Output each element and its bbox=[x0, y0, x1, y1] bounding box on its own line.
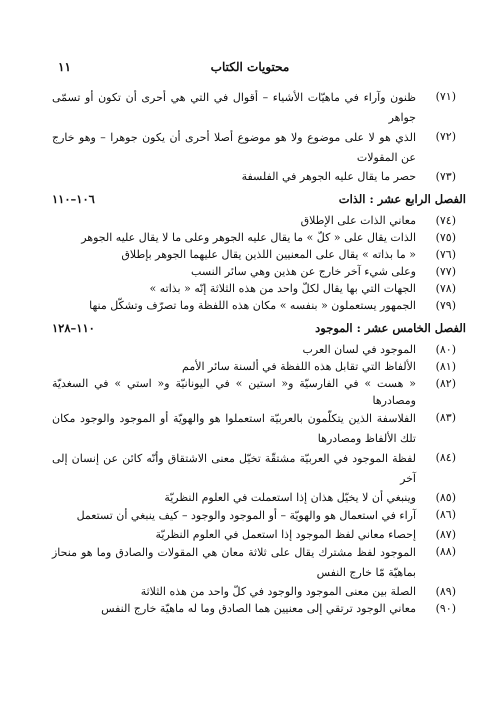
entry-number: (٨٣) bbox=[435, 411, 456, 424]
entry-number: (٨٠) bbox=[435, 343, 456, 356]
entry-number: (٧٥) bbox=[435, 231, 456, 244]
entry-text: آراء في استعمال هو والهويّة – أو الموجود والوجود – كيف ينبغي أن تستعمل bbox=[76, 509, 416, 522]
toc-entry bbox=[52, 409, 456, 449]
entry-number: (٨٨) bbox=[435, 545, 456, 558]
entry-text: ظنون وآراء في ماهيّات الأشياء – أقوال في التي هي أحرى أن تكون أو تسمّى جواهر bbox=[52, 91, 416, 124]
entry-number: (٧٩) bbox=[435, 299, 456, 312]
entry-text: معاني الوجود ترتقي إلى معنيين هما الصادق وما له ماهيّة خارج النفس bbox=[101, 602, 416, 615]
table-of-contents bbox=[52, 88, 466, 617]
toc-entry bbox=[52, 212, 456, 229]
entry-text: الجمهور يستعملون « بنفسه » مكان هذه اللفظة وما تصرّف وتشكّل منها bbox=[89, 299, 416, 312]
chapter-heading bbox=[52, 192, 466, 211]
entry-text: « ما بذاته » يقال على المعنيين اللذين يقال عليهما الجوهر بإطلاق bbox=[121, 248, 416, 261]
entry-number: (٨٩) bbox=[435, 585, 456, 598]
entry-number: (٧٢) bbox=[435, 130, 456, 143]
toc-entry bbox=[52, 246, 456, 263]
page-number: ١١ bbox=[58, 60, 71, 74]
toc-entry bbox=[52, 128, 456, 168]
page-header bbox=[52, 60, 448, 80]
entry-number: (٨٤) bbox=[435, 451, 456, 464]
toc-entry bbox=[52, 297, 456, 314]
toc-entry bbox=[52, 88, 456, 128]
entry-text: الذات يقال على « كلّ » ما يقال عليه الجوهر وعلى ما لا يقال عليه الجوهر bbox=[81, 231, 416, 244]
entry-number: (٧٣) bbox=[435, 170, 456, 183]
toc-entry bbox=[52, 489, 456, 506]
running-title: محتويات الكتاب bbox=[210, 60, 290, 74]
entry-text: لفظة الموجود في العربيّة مشتقّة تخيّل معنى الاشتقاق وأنّه كائن عن إنسان إلى آخر bbox=[52, 452, 416, 485]
entry-text: وينبغي أن لا يخيّل هذان إذا استعملت في العلوم النظريّة bbox=[164, 491, 416, 504]
entry-text: الموجود لفظ مشترك يقال على ثلاثة معان هي المقولات والصادق وما هو منحاز بماهيّة مّا خارج النفس bbox=[52, 546, 416, 579]
entry-number: (٧٦) bbox=[435, 248, 456, 261]
toc-entry bbox=[52, 506, 456, 526]
entry-number: (٨٧) bbox=[435, 528, 456, 541]
chapter-page-range: ١١٠–١٢٨ bbox=[52, 321, 95, 335]
entry-text: الفلاسفة الذين يتكلّمون بالعربيّة استعملوا هو والهويّة أو الموجود والوجود مكان تلك الألفاظ ومصادرها bbox=[52, 412, 416, 445]
entry-number: (٨٦) bbox=[435, 508, 456, 521]
toc-entry bbox=[52, 358, 456, 375]
toc-entry bbox=[52, 341, 456, 358]
chapter-title: الفصل الرابع عشر : الذات bbox=[338, 192, 466, 206]
chapter-page-range: ١٠٦–١١٠ bbox=[52, 192, 95, 206]
entry-number: (٧٤) bbox=[435, 214, 456, 227]
toc-entry bbox=[52, 375, 456, 409]
entry-number: (٩٠) bbox=[435, 602, 456, 615]
toc-entry bbox=[52, 526, 456, 543]
entry-text: الجهات التي بها يقال لكلّ واحد من هذه الثلاثة إنّه « بذاته » bbox=[149, 282, 416, 295]
entry-number: (٨٥) bbox=[435, 491, 456, 504]
entry-number: (٧١) bbox=[435, 90, 456, 103]
chapter-heading bbox=[52, 321, 466, 340]
entry-text: حصر ما يقال عليه الجوهر في الفلسفة bbox=[241, 170, 416, 183]
toc-entry bbox=[52, 263, 456, 280]
entry-text: الموجود في لسان العرب bbox=[302, 343, 416, 356]
toc-entry bbox=[52, 449, 456, 489]
entry-number: (٨٢) bbox=[435, 377, 456, 390]
toc-entry bbox=[52, 280, 456, 297]
entry-text: الذي هو لا على موضوع ولا هو موضوع أصلا أحرى أن يكون جوهرا – وهو خارج عن المقولات bbox=[52, 131, 416, 164]
entry-text: وعلى شيء آخر خارج عن هذين وهي سائر النسب bbox=[191, 265, 416, 278]
toc-entry bbox=[52, 543, 456, 583]
entry-number: (٨١) bbox=[435, 360, 456, 373]
entry-text: معاني الذات على الإطلاق bbox=[300, 214, 416, 227]
entry-number: (٧٨) bbox=[435, 282, 456, 295]
entry-text: إحصاء معاني لفظ الموجود إذا استعمل في العلوم النظريّة bbox=[155, 528, 416, 541]
toc-entry bbox=[52, 229, 456, 246]
entry-number: (٧٧) bbox=[435, 265, 456, 278]
entry-text: « هست » في الفارسيّة و« استين » في اليونانيّة و« استي » في السغديّة ومصادرها bbox=[52, 377, 416, 407]
toc-entry bbox=[52, 600, 456, 617]
toc-entry bbox=[52, 583, 456, 600]
toc-entry bbox=[52, 168, 456, 185]
chapter-title: الفصل الخامس عشر : الموجود bbox=[315, 321, 466, 335]
entry-text: الصلة بين معنى الموجود والوجود في كلّ واحد من هذه الثلاثة bbox=[140, 585, 416, 598]
entry-text: الألفاظ التي تقابل هذه اللفظة في ألسنة سائر الأمم bbox=[182, 360, 416, 373]
